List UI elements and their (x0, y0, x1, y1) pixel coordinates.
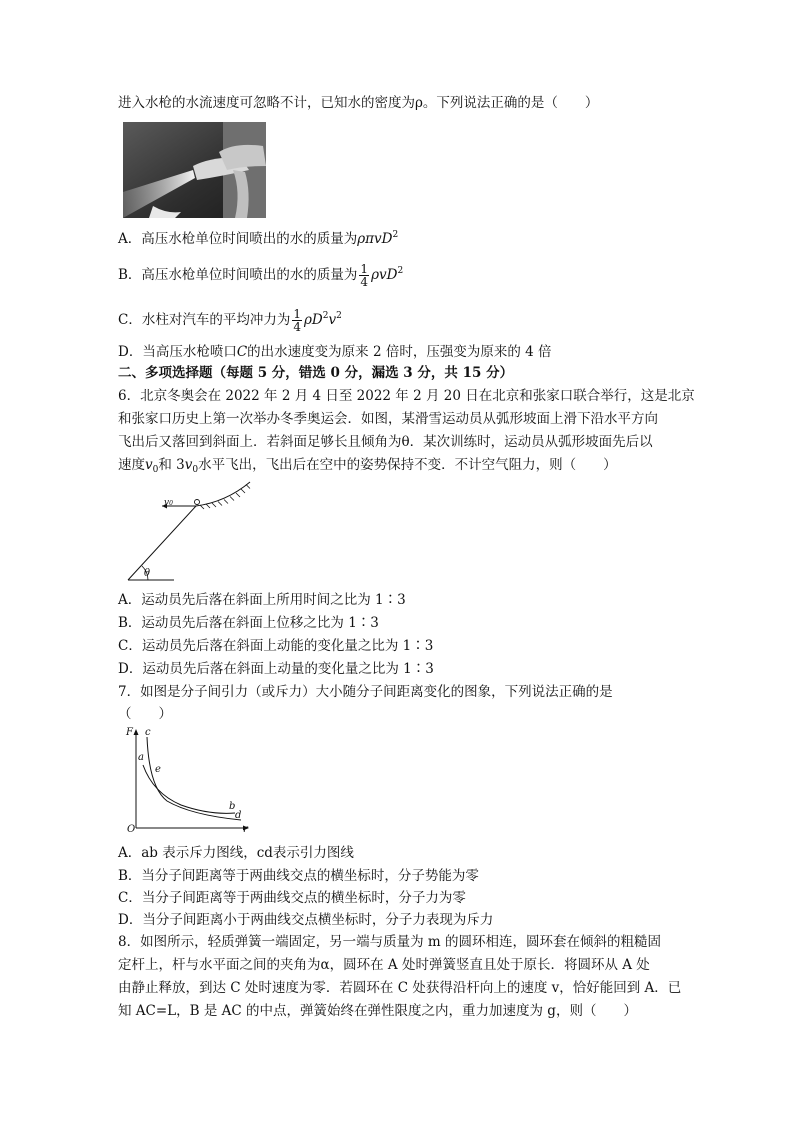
q5-tail: 进入水枪的水流速度可忽略不计，已知水的密度为ρ。下列说法正确的是（ ） (118, 95, 599, 111)
q7-option-d: D．当分子间距离小于两曲线交点横坐标时，分子力表现为斥力 (118, 912, 494, 928)
section-title: 二、多项选择题（每题 5 分，错选 0 分，漏选 3 分，共 15 分） (118, 365, 514, 381)
q6-line-1: 6．北京冬奥会在 2022 年 2 月 4 日至 2022 年 2 月 20 日在北京和张家口联合举行，这是北京 (118, 388, 695, 404)
q8-line-1: 8．如图所示，轻质弹簧一端固定，另一端与质量为 m 的圆环相连，圆环套在倾斜的粗糙固 (118, 934, 661, 950)
graph-c-label: c (145, 727, 151, 738)
q7-option-a: A．ab 表示斥力图线，cd表示引力图线 (118, 845, 354, 861)
q7-option-b: B．当分子间距离等于两曲线交点的横坐标时，分子势能为零 (118, 868, 479, 884)
q7-line-2: （ ） (118, 706, 172, 722)
fig-theta-label: θ (144, 568, 151, 579)
graph-F-label: F (126, 727, 133, 738)
q6-option-a: A．运动员先后落在斜面上所用时间之比为 1∶3 (118, 592, 406, 608)
graph-r-label: r (243, 824, 248, 835)
graph-a-label: a (138, 752, 144, 763)
q5-option-b: B．高压水枪单位时间喷出的水的质量为 $\frac{1}{4}$ ρvD$^2$ (118, 262, 404, 289)
q5-option-c: C．水柱对汽车的平均冲力为 $\frac{1}{4}$ $\rho D^2v^2$ (118, 307, 342, 334)
fig-v0-label: v0 (164, 498, 173, 508)
q5-option-d: D．当高压水枪喷口C的出水速度变为原来 2 倍时，压强变为原来的 4 倍 (118, 344, 552, 360)
q6-line-4: 速度$v_0$和 $3v_0$水平飞出，飞出后在空中的姿势保持不变．不计空气阻力，则（ ） (118, 457, 617, 475)
q5-option-a: A．高压水枪单位时间喷出的水的质量为ρπvD$^2$ (118, 230, 399, 247)
q6-option-c: C．运动员先后落在斜面上动能的变化量之比为 1∶3 (118, 638, 434, 654)
graph-b-label: b (229, 801, 236, 812)
ski-slope-figure (126, 472, 256, 584)
q6-option-b: B．运动员先后落在斜面上位移之比为 1∶3 (118, 615, 379, 631)
q7-line-1: 7．如图是分子间引力（或斥力）大小随分子间距离变化的图象，下列说法正确的是 (118, 684, 613, 700)
molecular-force-graph (125, 727, 255, 837)
graph-O-label: O (127, 824, 136, 835)
q7-option-c: C．当分子间距离等于两曲线交点的横坐标时，分子力为零 (118, 890, 466, 906)
q8-line-2: 定杆上，杆与水平面之间的夹角为α，圆环在 A 处时弹簧竖直且处于原长．将圆环从 A 处 (118, 957, 650, 973)
graph-e-label: e (155, 764, 161, 775)
q6-line-2: 和张家口历史上第一次举办冬季奥运会．如图，某滑雪运动员从弧形坡面上滑下沿水平方向 (118, 411, 658, 427)
water-gun-photo (123, 122, 266, 218)
graph-d-label: d (235, 810, 242, 821)
q6-option-d: D．运动员先后落在斜面上动量的变化量之比为 1∶3 (118, 661, 434, 677)
q8-line-3: 由静止释放，到达 C 处时速度为零．若圆环在 C 处获得沿杆向上的速度 v，恰好能回到 A．已 (118, 980, 682, 996)
q8-line-4: 知 AC=L，B 是 AC 的中点，弹簧始终在弹性限度之内，重力加速度为 g，则（ ） (118, 1003, 637, 1019)
q6-line-3: 飞出后又落回到斜面上．若斜面足够长且倾角为θ．某次训练时，运动员从弧形坡面先后以 (118, 434, 653, 450)
